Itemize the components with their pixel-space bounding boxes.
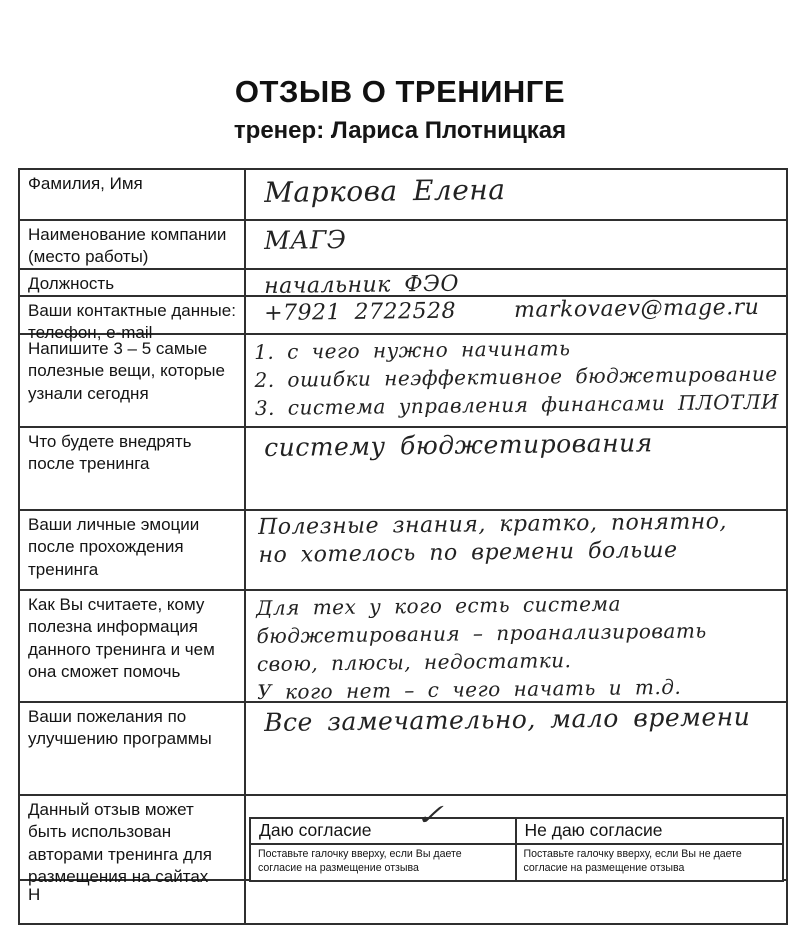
field-label-useful-things: Напишите 3 – 5 самые полезные вещи, которые узнали сегодня	[20, 335, 246, 426]
field-label-name: Фамилия, Имя	[20, 170, 246, 219]
form-row-contacts	[20, 294, 786, 343]
page-title: ОТЗЫВ О ТРЕНИНГЕ	[234, 74, 566, 109]
consent-agree-checkmark-icon: ✓	[411, 798, 448, 832]
clipped-row-fragment: Н	[20, 881, 246, 923]
handwritten-emotions-2: но хотелось по времени больше	[258, 537, 678, 568]
consent-table	[249, 798, 784, 882]
field-label-contacts: Ваши контактные данные: телефон, e-mail	[20, 297, 246, 333]
handwritten-useful-1: 1. с чего нужно начинать	[254, 336, 571, 364]
form-row-wishes	[20, 703, 786, 796]
handwritten-audience-1: Для тех у кого есть система	[256, 591, 622, 620]
consent-agree-cell	[251, 798, 517, 845]
field-value-implement	[246, 428, 786, 509]
field-label-wishes: Ваши пожелания по улучшению программы	[20, 703, 246, 794]
field-label-consent: Данный отзыв может быть использован авторами тренинга для размещения на сайтах	[20, 796, 246, 879]
handwritten-name: Маркова Елена	[264, 173, 506, 209]
feedback-form-table	[18, 168, 788, 925]
handwritten-wishes: Все замечательно, мало времени	[264, 702, 751, 737]
consent-agree-hint: Поставьте галочку вверху, если Вы даете согласие на размещение отзыва	[251, 845, 517, 880]
form-row-clipped	[20, 881, 786, 923]
field-label-position: Должность	[20, 270, 246, 295]
field-value-name	[246, 170, 786, 219]
handwritten-useful-3: 3. система управления финансами ПЛОТЛИ	[254, 389, 780, 420]
handwritten-emotions-1: Полезные знания, кратко, понятно,	[258, 509, 728, 540]
field-value-contacts	[246, 294, 786, 333]
handwritten-audience-2: бюджетирования – проанализировать	[256, 618, 707, 648]
field-label-audience: Как Вы считаете, кому полезна информация данного тренинга и чем она сможет помочь	[20, 591, 246, 701]
handwritten-audience-3: свою, плюсы, недостатки.	[256, 648, 572, 676]
form-row-audience	[20, 591, 786, 703]
field-value-emotions	[246, 511, 786, 589]
handwritten-position: начальник ФЭО	[264, 271, 460, 299]
form-row-name	[20, 170, 786, 221]
consent-disagree-cell	[517, 819, 783, 845]
field-value-consent	[246, 796, 786, 879]
handwritten-phone: +7921 2722528	[264, 298, 457, 326]
field-label-implement: Что будете внедрять после тренинга	[20, 428, 246, 509]
consent-disagree-label: Не даю согласие	[524, 820, 663, 840]
field-value-position	[246, 270, 786, 299]
form-row-company	[20, 221, 786, 270]
field-value-wishes	[246, 703, 786, 794]
form-row-emotions	[20, 511, 786, 591]
form-row-position	[20, 270, 786, 297]
form-row-implement	[20, 428, 786, 511]
clipped-row-value	[246, 881, 786, 923]
consent-disagree-hint: Поставьте галочку вверху, если Вы не даете согласие на размещение отзыва	[523, 848, 742, 874]
handwritten-company: МАГЭ	[264, 224, 347, 255]
field-value-useful-things	[246, 335, 786, 426]
form-row-consent	[20, 796, 786, 887]
handwritten-implement: систему бюджетирования	[264, 428, 653, 462]
field-value-company	[246, 221, 786, 268]
form-row-useful-things	[20, 335, 786, 428]
field-label-emotions: Ваши личные эмоции после прохождения тренинга	[20, 511, 246, 589]
handwritten-audience-4: У кого нет – с чего начать и т.д.	[257, 674, 682, 704]
handwritten-useful-2: 2. ошибки неэффективное бюджетирование	[254, 361, 778, 392]
handwritten-email: markovaev@mage.ru	[513, 294, 760, 323]
consent-agree-label: Даю согласие	[259, 820, 372, 840]
field-value-audience	[246, 591, 786, 704]
field-label-company: Наименование компании (место работы)	[20, 221, 246, 268]
page-subtitle: тренер: Лариса Плотницкая	[233, 117, 567, 144]
